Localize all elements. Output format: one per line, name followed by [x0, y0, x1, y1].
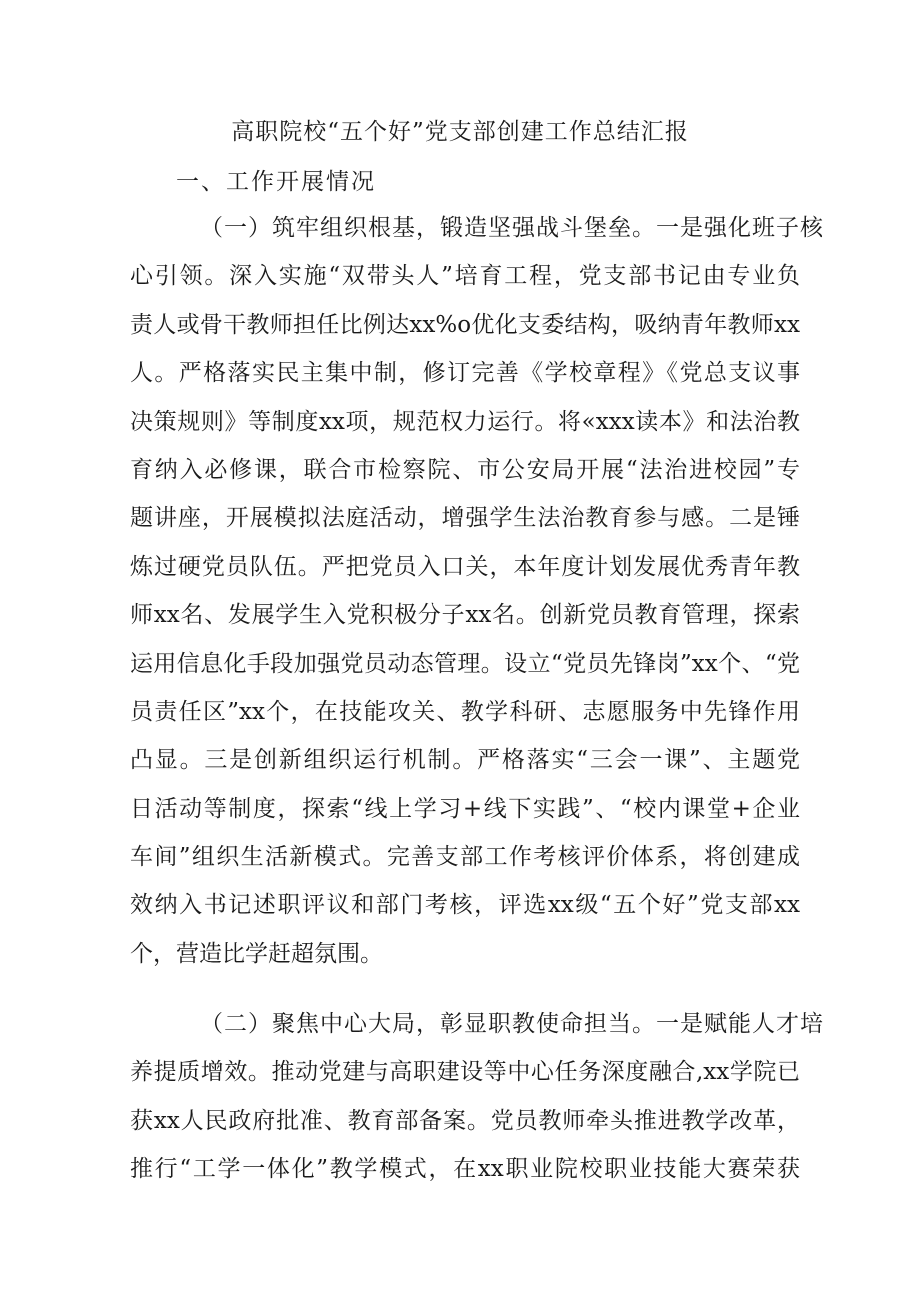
section-heading: 一、工作开展情况: [176, 169, 376, 195]
paragraph-line: 心引领。深入实施“双带头人”培育工程，党支部书记由专业负: [130, 263, 800, 290]
paragraph-line: 决策规则》等制度xx项，规范权力运行。将«xxx读本》和法治教: [130, 408, 800, 435]
paragraph-line: 获xx人民政府批准、教育部备案。党员教师牵头推进教学改革，: [130, 1107, 800, 1134]
paragraph-line: 炼过硬党员队伍。严把党员入口关，本年度计划发展优秀青年教: [130, 553, 800, 580]
paragraph-line: 人。严格落实民主集中制，修订完善《学校章程》《党总支议事: [130, 360, 800, 387]
paragraph-line: 车间”组织生活新模式。完善支部工作考核评价体系，将创建成: [130, 844, 800, 871]
paragraph-line: 个，营造比学赶超氛围。: [130, 940, 383, 967]
paragraph-line: 效纳入书记述职评议和部门考核，评选xx级“五个好”党支部xx: [130, 892, 800, 919]
paragraph-line: 运用信息化手段加强党员动态管理。设立“党员先锋岗”xx个、“党: [130, 650, 800, 677]
paragraph-line: 员责任区”xx个，在技能攻关、教学科研、志愿服务中先锋作用: [130, 698, 800, 725]
document-title: 高职院校“五个好”党支部创建工作总结汇报: [231, 119, 689, 145]
paragraph-2: [130, 1000, 824, 1194]
paragraph-line: 责人或骨干教师担任比例达xx%o优化支委结构，吸纳青年教师xx: [130, 311, 800, 338]
paragraph-line: 推行“工学一体化”教学模式，在xx职业院校职业技能大赛荣获: [130, 1156, 800, 1183]
paragraph-line: 日活动等制度，探索“线上学习+线下实践”、“校内课堂+企业: [130, 795, 800, 822]
paragraph-line: 养提质增效。推动党建与高职建设等中心任务深度融合,xx学院已: [130, 1059, 800, 1086]
paragraph-line: （一）筑牢组织根基，锻造坚强战斗堡垒。一是强化班子核: [200, 215, 824, 241]
paragraph-line: （二）聚焦中心大局，彰显职教使命担当。一是赋能人才培: [200, 1011, 824, 1037]
paragraph-1: [130, 204, 824, 978]
paragraph-line: 师xx名、发展学生入党积极分子xx名。创新党员教育管理，探索: [130, 602, 800, 629]
paragraph-line: 题讲座，开展模拟法庭活动，增强学生法治教育参与感。二是锤: [130, 505, 800, 532]
paragraph-line: 凸显。三是创新组织运行机制。严格落实“三会一课”、主题党: [130, 747, 800, 774]
paragraph-line: 育纳入必修课，联合市检察院、市公安局开展“法治进校园”专: [130, 456, 800, 483]
